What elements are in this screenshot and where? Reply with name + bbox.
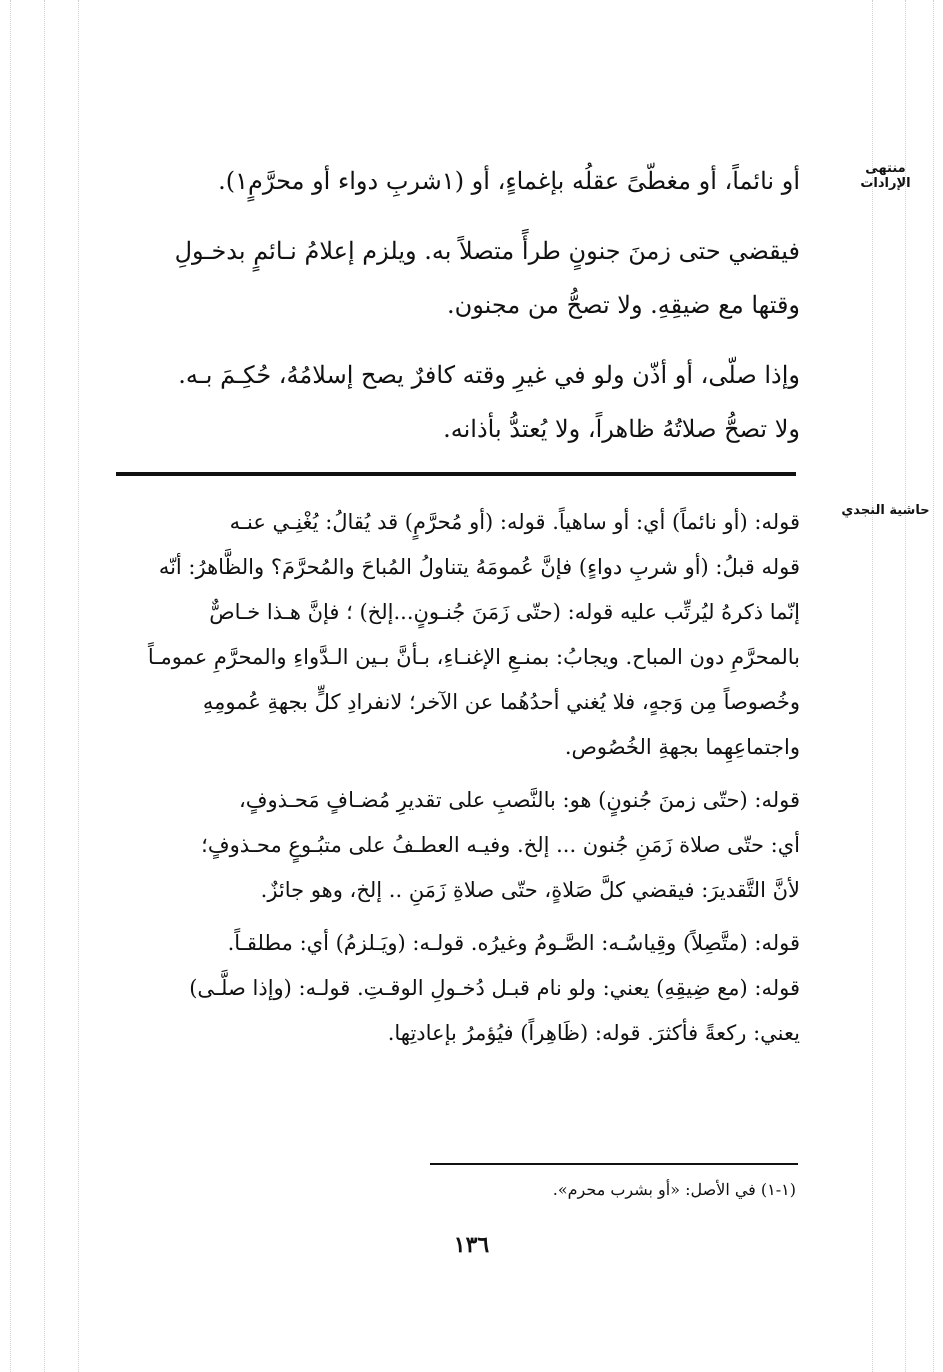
margin-guide bbox=[905, 0, 906, 1372]
text-line: قوله قبلُ: (أو شربِ دواءٍ) فإنَّ عُمومَهُ يتناولُ المُباحَ والمُحرَّمَ؟ والظَّاهرُ: أنّه bbox=[158, 555, 800, 579]
text-line: فيقضي حتى زمنَ جنونٍ طرأً متصلاً به. ويلزم إعلامُ نـائمٍ بدخـولِ bbox=[174, 237, 800, 265]
text-line: واجتماعِهِما بجهةِ الخُصُوص. bbox=[564, 735, 800, 759]
main-text bbox=[110, 154, 800, 472]
main-paragraph bbox=[110, 224, 800, 332]
text-line: أو نائماً، أو مغطّىً عقلُه بإغماءٍ، أو (١شربِ دواء أو محرَّمٍ١). bbox=[218, 167, 800, 195]
margin-guide bbox=[872, 0, 873, 1372]
commentary-text bbox=[110, 500, 800, 1064]
text-line: قوله: (حتّى زمنَ جُنونٍ) هو: بالنَّصبِ على تقديرِ مُضـافٍ مَحـذوفٍ، bbox=[238, 788, 800, 812]
margin-guide bbox=[933, 0, 934, 1372]
footnote-divider bbox=[430, 1163, 798, 1165]
text-line: بالمحرَّمِ دون المباح. ويجابُ: بمنـعِ الإغنـاءِ، بـأنَّ بـين الـدَّواءِ والمحرَّمِ عمومـاً bbox=[147, 645, 800, 669]
section-divider bbox=[116, 472, 796, 476]
main-paragraph bbox=[110, 154, 800, 208]
text-line: أي: حتّى صلاة زَمَنِ جُنون ... إلخ. وفيـه العطـفُ على متبُـوعٍ محـذوفٍ؛ bbox=[201, 833, 800, 857]
margin-guide bbox=[44, 0, 45, 1372]
margin-label-commentary: حاشية النجدي bbox=[841, 503, 930, 518]
main-paragraph bbox=[110, 348, 800, 456]
text-line: وخُصوصاً مِن وَجهٍ، فلا يُغني أحدُهُما عن الآخر؛ لانفرادِ كلٍّ بجهةِ عُمومِهِ bbox=[202, 690, 800, 714]
commentary-paragraph bbox=[110, 921, 800, 1056]
text-line: يعني: ركعةً فأكثرَ. قوله: (ظَاهِراً) فيُؤمرُ بإعادتِها. bbox=[387, 1021, 800, 1045]
text-line: قوله: (مع ضِيقِهِ) يعني: ولو نام قبـل دُخـولِ الوقـتِ. قولـه: (وإذا صلَّـى) bbox=[189, 976, 800, 1000]
margin-guide bbox=[78, 0, 79, 1372]
margin-label-main: منتهى الإرادات bbox=[860, 161, 911, 191]
commentary-paragraph bbox=[110, 778, 800, 913]
text-line: لأنَّ التَّقديرَ: فيقضي كلَّ صَلاةٍ، حتّى صلاةِ زَمَنِ .. إلخ، وهو جائزٌ. bbox=[260, 878, 800, 902]
margin-guide bbox=[10, 0, 11, 1372]
footnote: (١-١) في الأصل: «أو بشرب محرم». bbox=[552, 1180, 796, 1199]
text-line: وقتها مع ضيقِهِ. ولا تصحُّ من مجنون. bbox=[447, 291, 800, 319]
commentary-paragraph bbox=[110, 500, 800, 770]
text-line: قوله: (أو نائماً) أي: أو ساهياً. قوله: (أو مُحرَّمٍ) قد يُقالُ: يُغْنِـي عنـه bbox=[229, 510, 800, 534]
text-line: قوله: (متَّصِلاً) وقِياسُـه: الصَّـومُ وغيرُه. قولـه: (ويَـلزمُ) أي: مطلقـاً. bbox=[227, 931, 800, 955]
text-line: ولا تصحُّ صلاتُهُ ظاهراً، ولا يُعتدُّ بأذانه. bbox=[443, 415, 800, 443]
text-line: إنّما ذكرهُ ليُرتِّب عليه قوله: (حتّى زَمَنَ جُنـونٍ...إلخ) ؛ فإنَّ هـذا خـاصٌّ bbox=[209, 600, 800, 624]
text-line: وإذا صلّى، أو أذّن ولو في غيرِ وقته كافرٌ يصح إسلامُهُ، حُكِـمَ بـه. bbox=[178, 361, 800, 389]
page-number: ١٣٦ bbox=[453, 1232, 490, 1258]
